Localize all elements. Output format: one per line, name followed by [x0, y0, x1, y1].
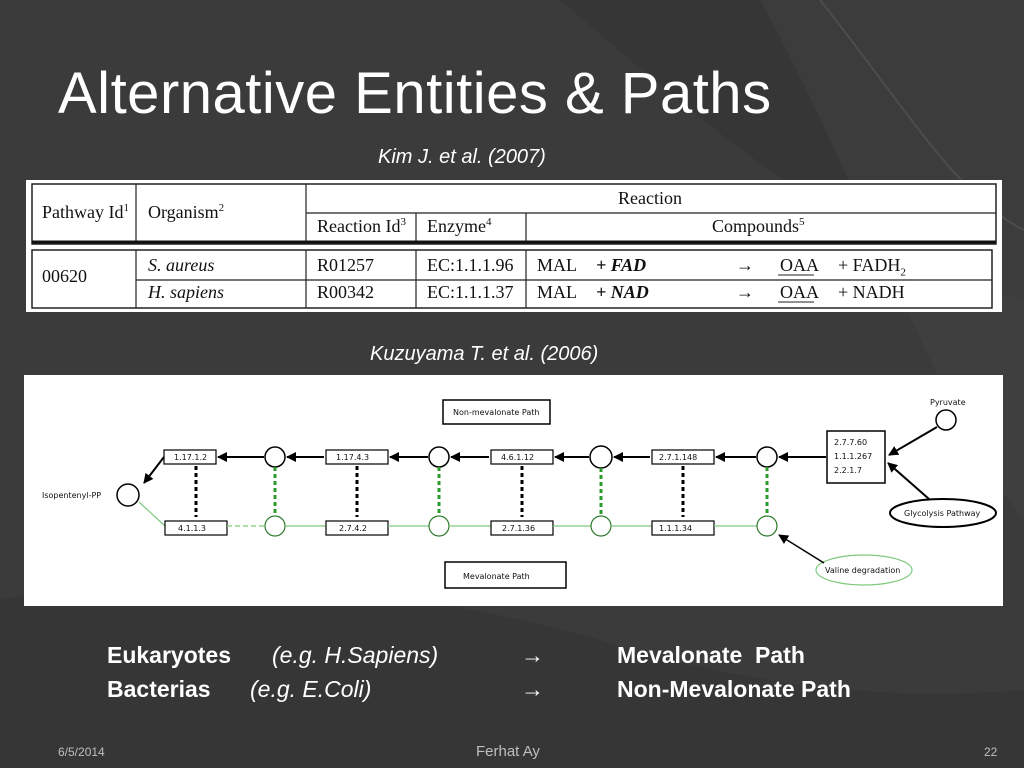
summary-row1-example: (e.g. H.Sapiens) [272, 642, 439, 668]
row1-reaction-id: R01257 [317, 255, 375, 275]
top-node [265, 447, 285, 467]
row2-substrate: MAL [537, 282, 577, 302]
row2-organism: H. sapiens [148, 282, 224, 302]
top-node [429, 447, 449, 467]
header-pathway-id: Pathway Id$^1$ [42, 202, 129, 222]
bottom-node [591, 516, 611, 536]
pyruvate-label: Pyruvate [930, 398, 966, 407]
bottom-node [429, 516, 449, 536]
row2-enzyme: EC:1.1.1.37 [427, 282, 514, 302]
header-enzyme: Enzyme$^4$ [427, 216, 492, 236]
isopentenyl-node [117, 484, 139, 506]
summary-row2-example: (e.g. E.Coli) [250, 676, 372, 702]
header-reaction: Reaction [618, 188, 682, 208]
row1-enzyme: EC:1.1.1.96 [427, 255, 514, 275]
pathway-id-value: 00620 [42, 266, 87, 286]
footer-date: 6/5/2014 [58, 745, 105, 759]
valine-label: Valine degradation [825, 566, 901, 575]
bottom-enzyme-label: 4.1.1.3 [178, 524, 206, 533]
row1-substrate: MAL [537, 255, 577, 275]
diagram-svg [24, 375, 1003, 606]
summary-row1-arrow: → [521, 642, 544, 668]
top-enzyme-label: 1.17.4.3 [336, 453, 370, 462]
bottom-node [757, 516, 777, 536]
top-node [757, 447, 777, 467]
footer-page-number: 22 [984, 745, 998, 759]
summary-row2-arrow: → [521, 676, 544, 702]
slide-title: Alternative Entities & Paths [58, 61, 772, 126]
row1-cofactor-out: + $FADH_2$ [838, 255, 906, 279]
bottom-enzyme-label: 2.7.4.2 [339, 524, 367, 533]
row2-reaction-id: R00342 [317, 282, 375, 302]
bottom-node [265, 516, 285, 536]
row2-cofactor-in: + NAD [596, 282, 649, 302]
side-enzyme-label: 2.2.1.7 [834, 466, 862, 475]
citation-kim: Kim J. et al. (2007) [378, 146, 546, 168]
row2-product: OAA [780, 282, 819, 302]
mevalonate-label: Mevalonate Path [463, 572, 530, 581]
citation-kuzuyama: Kuzuyama T. et al. (2006) [370, 343, 599, 365]
summary-row1-path: Mevalonate Path [617, 642, 805, 668]
top-enzyme-label: 4.6.1.12 [501, 453, 535, 462]
summary-row1-group: Eukaryotes [107, 642, 232, 668]
row1-product: OAA [780, 255, 819, 275]
isopentenyl-label: Isopentenyl-PP [42, 491, 102, 500]
non-mevalonate-label: Non-mevalonate Path [453, 408, 540, 417]
header-reaction-id: Reaction Id$^3$ [317, 216, 406, 236]
row2-cofactor-out: + NADH [838, 282, 905, 302]
row1-cofactor-in: + FAD [596, 255, 647, 275]
glycolysis-label: Glycolysis Pathway [904, 509, 981, 518]
summary-row2-group: Bacterias [107, 676, 211, 702]
pyruvate-node [936, 410, 956, 430]
side-enzyme-label: 2.7.7.60 [834, 438, 868, 447]
pathway-table [26, 180, 1002, 312]
row1-arrow: → [736, 255, 754, 275]
pathway-diagram [24, 375, 1003, 606]
row1-organism: S. aureus [148, 255, 215, 275]
header-compounds: Compounds$^5$ [712, 216, 805, 236]
top-node [590, 446, 612, 468]
top-enzyme-label: 2.7.1.148 [659, 453, 698, 462]
header-organism: Organism$^2$ [148, 202, 225, 222]
row2-arrow: → [736, 282, 754, 302]
bottom-enzyme-label: 1.1.1.34 [659, 524, 693, 533]
footer-author: Ferhat Ay [476, 743, 540, 760]
summary-row2-path: Non-Mevalonate Path [617, 676, 851, 702]
side-enzyme-label: 1.1.1.267 [834, 452, 873, 461]
top-enzyme-label: 1.17.1.2 [174, 453, 208, 462]
bottom-enzyme-label: 2.7.1.36 [502, 524, 536, 533]
